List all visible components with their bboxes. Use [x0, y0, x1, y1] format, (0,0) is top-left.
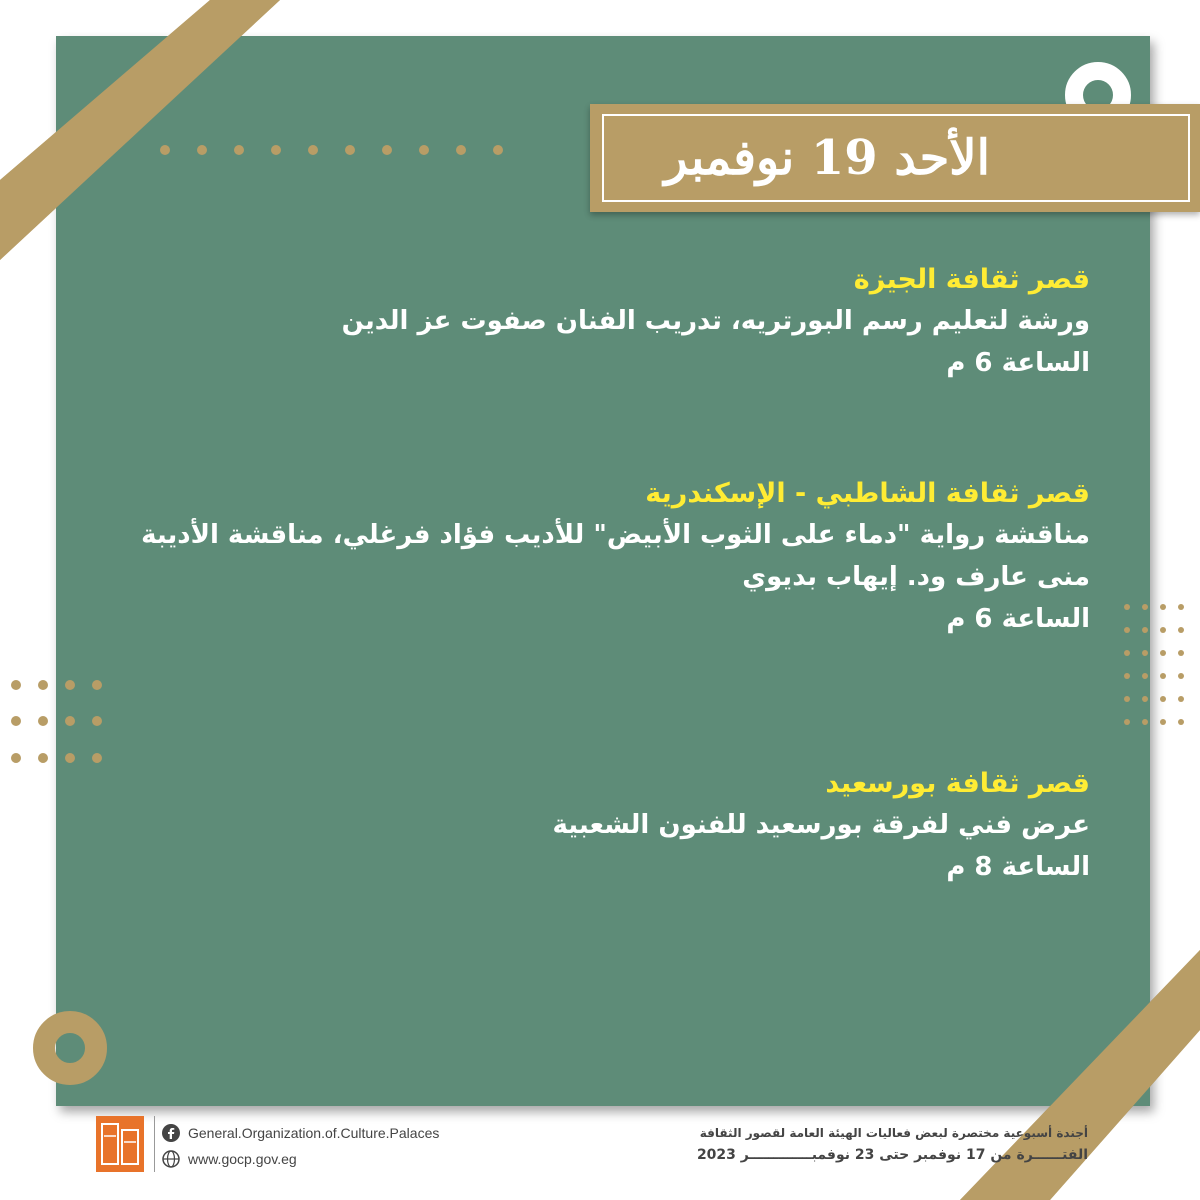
event-venue: قصر ثقافة الشاطبي - الإسكندرية [645, 478, 1090, 509]
agenda-title: أجندة أسبوعية مختصرة لبعض فعاليات الهيئة العامة لقصور الثقافة [699, 1126, 1088, 1140]
agenda-period: الفتــــــرة من 17 نوفمبر حتى 23 نوفمبـــــــــــــر 2023 [696, 1147, 1088, 1163]
event-alexandria [141, 474, 1090, 640]
dot-grid-right [1124, 604, 1184, 725]
footer-divider [154, 1116, 155, 1172]
gocp-logo [96, 1116, 144, 1172]
facebook-icon [162, 1124, 180, 1142]
footer-agenda [697, 1122, 1088, 1166]
date-title: الأحد 19 نوفمبر [664, 130, 990, 186]
top-left-stripe-front [0, 0, 280, 260]
event-time: الساعة 8 م [946, 852, 1090, 882]
event-description: عرض فني لفرقة بورسعيد للفنون الشعبية [552, 810, 1090, 840]
website-url: www.gocp.gov.eg [188, 1151, 297, 1167]
globe-icon [162, 1150, 180, 1168]
facebook-handle: General.Organization.of.Culture.Palaces [188, 1125, 440, 1141]
event-description-cont: منى عارف ود. إيهاب بديوي [742, 562, 1090, 592]
dot-grid-left [11, 680, 102, 763]
event-giza [342, 260, 1090, 384]
dot-row [160, 145, 503, 155]
event-description: مناقشة رواية "دماء على الثوب الأبيض" للأديب فؤاد فرغلي، مناقشة الأديبة [141, 520, 1090, 550]
event-time: الساعة 6 م [946, 348, 1090, 378]
website-link[interactable] [162, 1150, 297, 1168]
ring-bottom-left [44, 1022, 96, 1074]
event-time: الساعة 6 م [946, 604, 1090, 634]
event-venue: قصر ثقافة الجيزة [853, 264, 1090, 295]
logo-mark [96, 1116, 144, 1172]
event-venue: قصر ثقافة بورسعيد [825, 768, 1090, 799]
event-description: ورشة لتعليم رسم البورتريه، تدريب الفنان صفوت عز الدين [341, 306, 1090, 336]
event-portsaid [553, 764, 1090, 888]
facebook-link[interactable] [162, 1124, 439, 1142]
